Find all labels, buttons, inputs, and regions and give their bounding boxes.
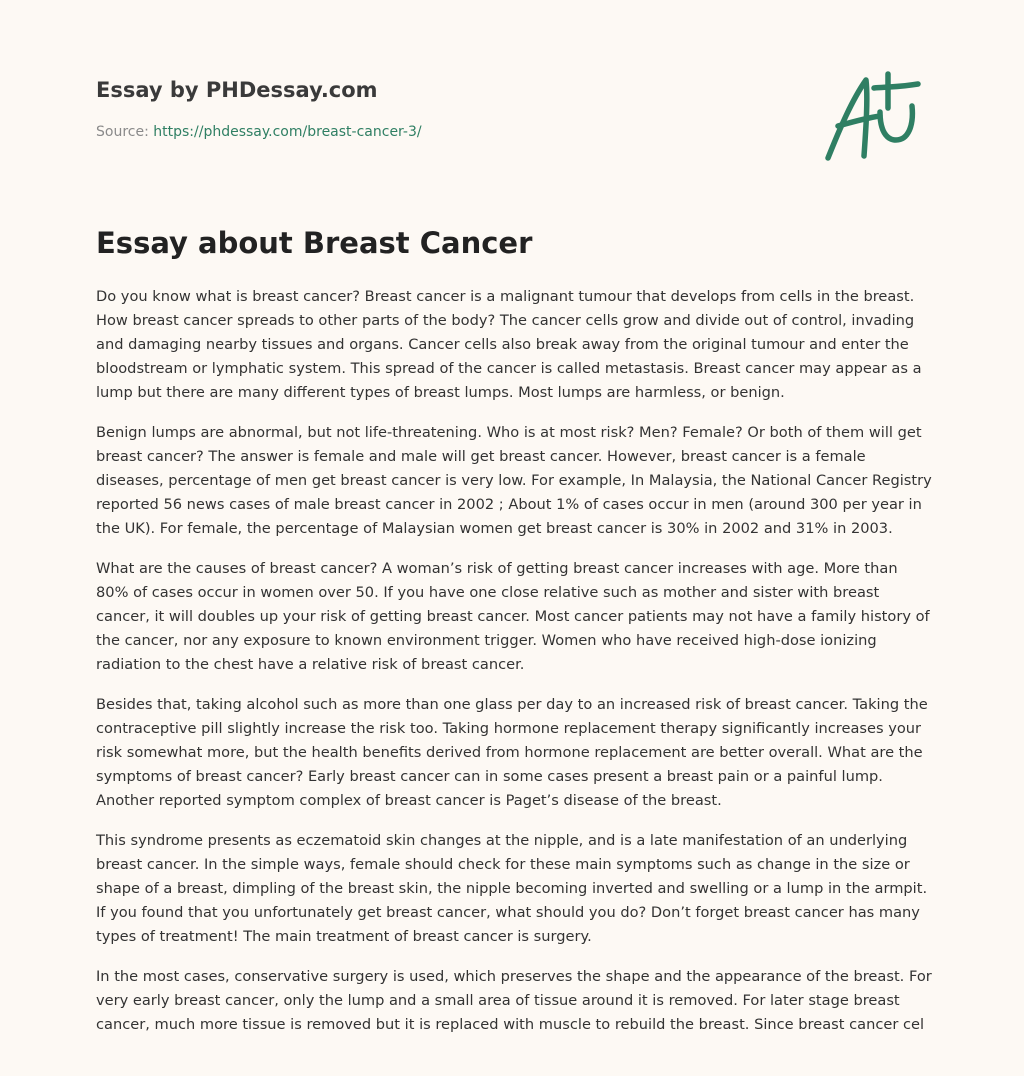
essay-paragraph: Benign lumps are abnormal, but not life-threatening. Who is at most risk? Men? Female? Or both of them will get breast cancer? The answer is female and male will get breast cancer. However, breast cancer is a female diseases, percentage of men get breast cancer is very low. For example, In Malaysia, the National Cancer Registry reported 56 news cases of male breast cancer in 2002 ; About 1% of cases occur in men (around 300 per year in the UK). For female, the percentage of Malaysian women get breast cancer is 30% in 2002 and 31% in 2003. [96,424,932,537]
essay-title: Essay about Breast Cancer [96,226,533,260]
source-label: Source: [96,124,149,140]
essay-paragraph: This syndrome presents as eczematoid skin changes at the nipple, and is a late manifestation of an underlying breast cancer. In the simple ways, female should check for these main symptoms such as change in the size or shape of a breast, dimpling of the breast skin, the nipple becoming inverted and swelling or a lump in the armpit. If you found that you unfortunately get breast cancer, what should you do? Don’t forget breast cancer has many types of treatment! The main treatment of breast cancer is surgery. [96,832,928,945]
essay-body [96,285,932,1053]
site-brand: Essay by PHDessay.com [96,78,378,102]
a-plus-icon [822,68,926,164]
essay-paragraph: Besides that, taking alcohol such as more than one glass per day to an increased risk of breast cancer. Taking the contraceptive pill slightly increase the risk too. Taking hormone replacement therapy significantly increases your risk somewhat more, but the health benefits derived from hormone replacement are better overall. What are the symptoms of breast cancer? Early breast cancer can in some cases present a breast pain or a painful lump. Another reported symptom complex of breast cancer is Paget’s disease of the breast. [96,696,928,809]
essay-paragraph: Do you know what is breast cancer? Breast cancer is a malignant tumour that develops from cells in the breast. How breast cancer spreads to other parts of the body? The cancer cells grow and divide out of control, invading and damaging nearby tissues and organs. Cancer cells also break away from the original tumour and enter the bloodstream or lymphatic system. This spread of the cancer is called metastasis. Breast cancer may appear as a lump but there are many different types of breast lumps. Most lumps are harmless, or benign. [96,288,922,401]
source-line [96,124,422,140]
essay-paragraph: In the most cases, conservative surgery is used, which preserves the shape and the appearance of the breast. For very early breast cancer, only the lump and a small area of tissue around it is removed. For later stage breast cancer, much more tissue is removed but it is replaced with muscle to rebuild the breast. Since breast cancer cel [96,968,932,1033]
source-link[interactable]: https://phdessay.com/breast-cancer-3/ [153,124,422,140]
essay-paragraph: What are the causes of breast cancer? A woman’s risk of getting breast cancer increases with age. More than 80% of cases occur in women over 50. If you have one close relative such as mother and sister with breast cancer, it will doubles up your risk of getting breast cancer. Most cancer patients may not have a family history of the cancer, nor any exposure to known environment trigger. Women who have received high-dose ionizing radiation to the chest have a relative risk of breast cancer. [96,560,930,673]
